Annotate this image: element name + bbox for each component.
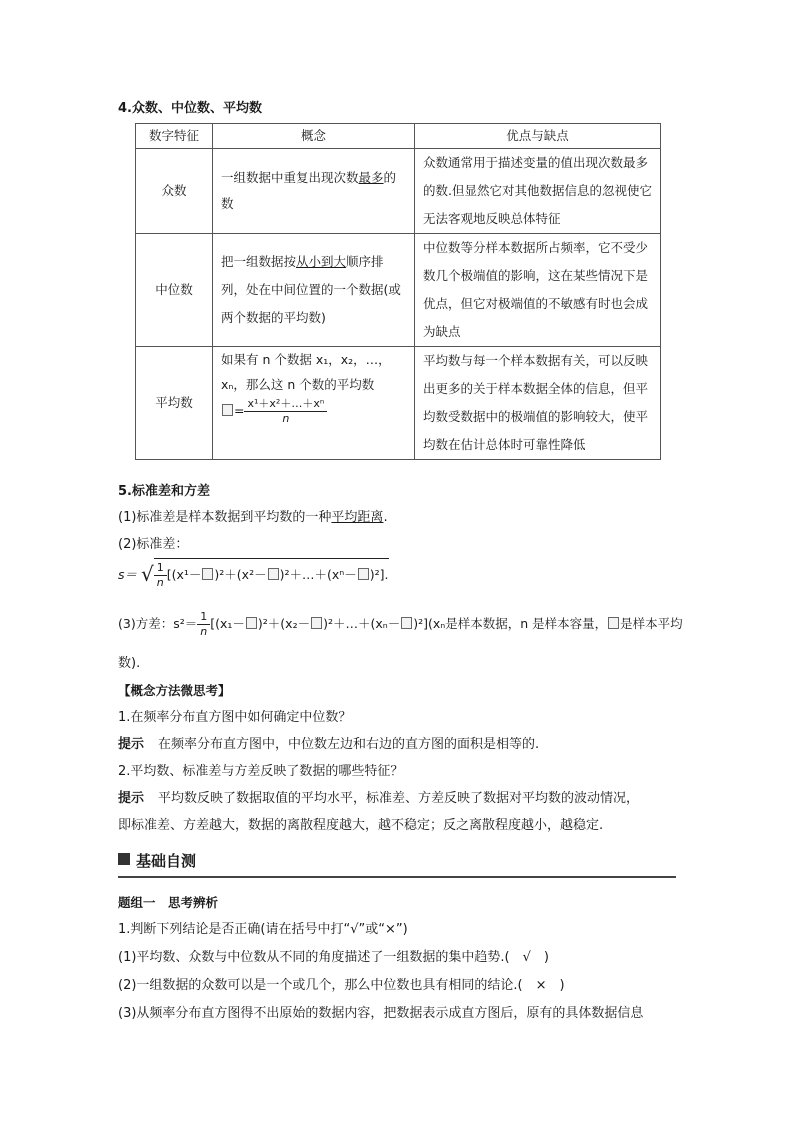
- x-bar-symbol: [222, 404, 233, 416]
- row-pros-cons: 中位数等分样本数据所占频率，它不受少数几个极端值的影响，这在某些情况下是优点，但它对极端值的不敏感有时也会成为缺点: [415, 234, 661, 347]
- formula-fraction: [244, 397, 327, 426]
- sqrt-icon: √: [141, 562, 154, 586]
- table-header-cell: 优点与缺点: [415, 124, 661, 149]
- formula-equals: =: [234, 403, 245, 418]
- question-1: 1.判断下列结论是否正确(请在括号中打“√”或“×”): [118, 922, 408, 937]
- concept-answer-2-cont: 即标准差、方差越大，数据的离散程度越大，越不稳定；反之离散程度越小，越稳定.: [118, 818, 604, 833]
- question-item: (2)一组数据的众数可以是一个或几个，那么中位数也具有相同的结论.( × ): [118, 978, 565, 993]
- formula-fraction: [197, 610, 210, 639]
- table-row: [136, 347, 661, 460]
- concept-underlined: 最多: [358, 170, 384, 185]
- basics-header: 基础自测: [136, 852, 197, 870]
- formula-part: )²＋…＋(xₙ－: [323, 616, 401, 631]
- formula-part: )²＋(x²－: [214, 567, 267, 582]
- x-bar-symbol: [311, 617, 322, 629]
- formula-part: )²](xₙ是样本数据，n 是样本容量，: [413, 616, 608, 631]
- concept-question-2: 2.平均数、标准差与方差反映了数据的哪些特征？: [118, 764, 404, 779]
- row-pros-cons: 平均数与每一个样本数据有关，可以反映出更多的关于样本数据全体的信息，但平均数受数据中的极端值的影响较大，使平均数在估计总体时可靠性降低: [415, 347, 661, 460]
- concept-title: 【概念方法微思考】: [118, 683, 231, 698]
- formula-part: [(x₁－: [210, 616, 245, 631]
- concept-answer-1: [118, 733, 539, 752]
- formula-numerator: x¹＋x²＋…＋xⁿ: [244, 397, 327, 412]
- concept-text: 一组数据中重复出现次数: [221, 170, 359, 185]
- table-row: [136, 149, 661, 234]
- x-bar-symbol: [246, 617, 257, 629]
- row-concept: [213, 234, 415, 347]
- concept-question-1: 1.在频率分布直方图中如何确定中位数？: [118, 710, 352, 725]
- concept-text: 顺序排列，处在中间位置的一个数据(或两个数据的平均数): [221, 254, 401, 325]
- header-divider: [118, 876, 676, 878]
- formula-denominator: n: [156, 576, 164, 589]
- concept-text: 把一组数据按: [221, 254, 297, 269]
- concept-answer-2: [118, 787, 639, 806]
- concept-line: xₙ，那么这 n 个数的平均数: [221, 377, 375, 392]
- variance-formula: [118, 610, 683, 639]
- variance-formula-cont: 数).: [118, 656, 141, 671]
- formula-part: )²].: [369, 567, 389, 582]
- section-4-title: 4.众数、中位数、平均数: [118, 101, 262, 116]
- row-name: 平均数: [136, 347, 213, 460]
- mean-formula: [221, 397, 406, 426]
- formula-denominator: n: [282, 412, 290, 425]
- formula-denominator: n: [200, 625, 208, 638]
- formula-s: s＝: [118, 567, 138, 582]
- row-concept: [213, 149, 415, 234]
- section-header-block-icon: [118, 853, 130, 865]
- formula-part: )²＋…＋(xⁿ－: [279, 567, 357, 582]
- std-dev-formula: [118, 558, 389, 590]
- formula-numerator: 1: [154, 561, 167, 576]
- table-header-cell: 数字特征: [136, 124, 213, 149]
- x-bar-symbol: [202, 568, 213, 580]
- question-group-title: 题组一 思考辨析: [118, 895, 219, 910]
- table-header-cell: 概念: [213, 124, 415, 149]
- row-name: 中位数: [136, 234, 213, 347]
- x-bar-symbol: [358, 568, 369, 580]
- formula-part: [(x¹－: [166, 567, 202, 582]
- formula-part: )²＋(x₂－: [257, 616, 311, 631]
- concept-text: 的数: [221, 170, 397, 211]
- definition-text: .: [383, 510, 388, 525]
- table-row: [136, 234, 661, 347]
- row-concept: [213, 347, 415, 460]
- definition-underlined: 平均距离: [331, 510, 384, 525]
- statistics-table: [135, 123, 661, 460]
- concept-line: 如果有 n 个数据 x₁，x₂，…，: [221, 352, 391, 367]
- table-header-row: [136, 124, 661, 149]
- question-item: (1)平均数、众数与中位数从不同的角度描述了一组数据的集中趋势.( √ ): [118, 950, 549, 965]
- formula-part: 是样本平均: [620, 616, 683, 631]
- answer-text: 在频率分布直方图中，中位数左边和右边的直方图的面积是相等的.: [158, 737, 540, 752]
- std-dev-label: (2)标准差：: [118, 537, 189, 552]
- hint-label: 提示: [118, 791, 145, 806]
- std-dev-definition: [118, 506, 388, 525]
- formula-numerator: 1: [197, 610, 210, 625]
- row-pros-cons: 众数通常用于描述变量的值出现次数最多的数.但显然它对其他数据信息的忽视使它无法客观地反映总体特征: [415, 149, 661, 234]
- definition-text: (1)标准差是样本数据到平均数的一种: [118, 510, 332, 525]
- answer-text: 平均数反映了数据取值的平均水平，标准差、方差反映了数据对平均数的波动情况，: [158, 791, 640, 806]
- sqrt-content: [154, 558, 389, 590]
- x-bar-symbol: [268, 568, 279, 580]
- question-item: (3)从频率分布直方图得不出原始的数据内容，把数据表示成直方图后，原有的具体数据信息: [118, 1006, 644, 1021]
- section-5-title: 5.标准差和方差: [118, 484, 210, 499]
- x-bar-symbol: [608, 617, 619, 629]
- row-name: 众数: [136, 149, 213, 234]
- formula-fraction: [154, 561, 167, 590]
- formula-part: (3)方差：s²＝: [118, 616, 198, 631]
- concept-underlined: 从小到大: [296, 254, 347, 269]
- x-bar-symbol: [401, 617, 412, 629]
- hint-label: 提示: [118, 737, 145, 752]
